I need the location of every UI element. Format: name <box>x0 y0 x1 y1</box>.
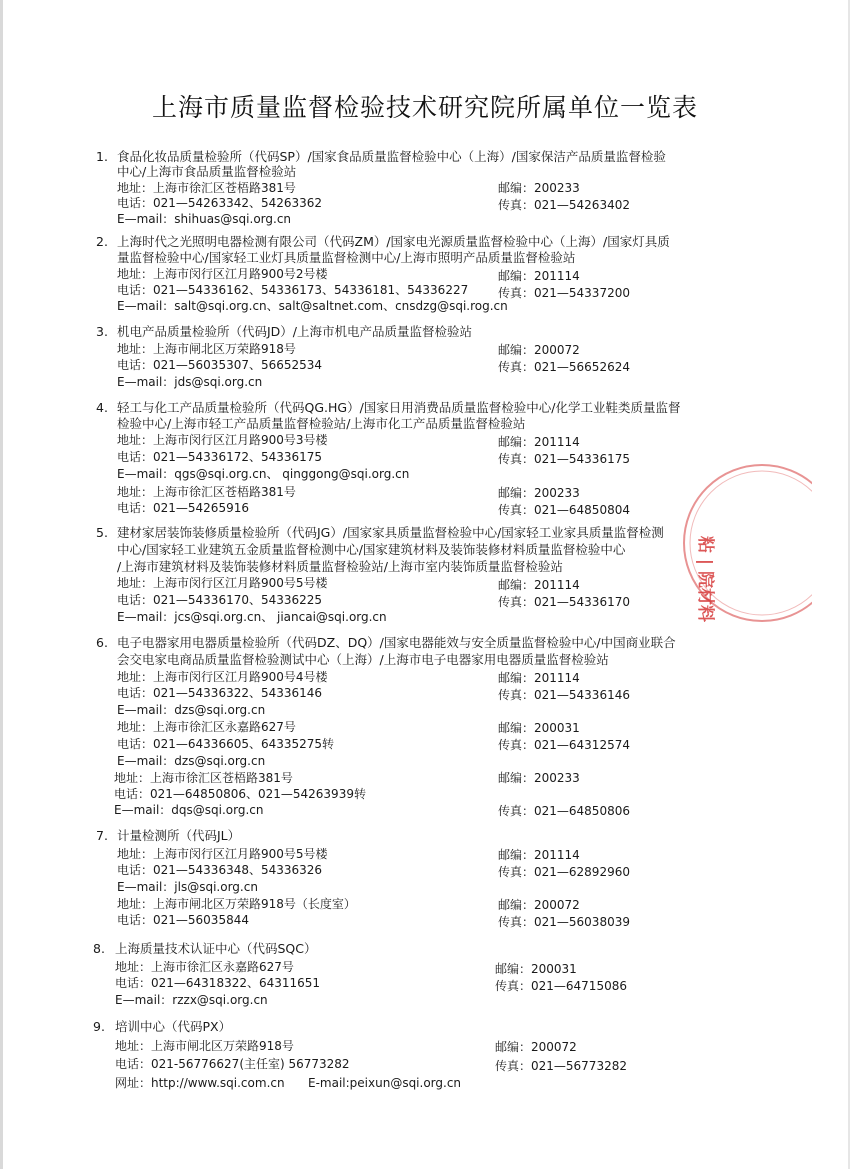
unit-heading-text: 上海质量技术认证中心（代码SQC） <box>115 941 317 956</box>
unit-detail-text: 邮编：201114 <box>498 269 580 283</box>
stamp-text: 粘 | 院材料 <box>695 536 715 623</box>
unit-detail-text: 传真：021—62892960 <box>498 865 630 879</box>
unit-detail-text: 地址：上海市徐汇区苍梧路381号 <box>114 771 293 785</box>
unit-detail-text: 电话：021—64318322、64311651 <box>115 976 321 990</box>
red-seal-stamp <box>642 458 812 628</box>
unit-detail-text: 地址：上海市闸北区万荣路918号 <box>115 1039 294 1053</box>
unit-detail-text: 传真：021—56773282 <box>495 1059 627 1073</box>
unit-detail-text: 地址：上海市徐汇区永嘉路627号 <box>115 960 294 974</box>
unit-heading-text: 计量检测所（代码JL） <box>117 828 241 843</box>
unit-detail-text: 电话：021—64336605、64335275转 <box>117 737 335 751</box>
unit-detail-text: 电话：021—54336172、54336175 <box>117 450 323 464</box>
unit-detail-text: 传真：021—64850804 <box>498 503 630 517</box>
unit-detail-text: 电话：021-56776627(主任室) 56773282 <box>115 1057 350 1071</box>
unit-detail-text: 邮编：201114 <box>498 848 580 862</box>
unit-detail-text: 地址：上海市闵行区江月路900号3号楼 <box>117 433 328 447</box>
unit-detail-text: 邮编：200072 <box>495 1040 577 1054</box>
unit-detail-text: 地址：上海市徐汇区永嘉路627号 <box>117 720 296 734</box>
unit-detail-text: 邮编：200233 <box>498 181 580 195</box>
unit-heading-text: 4. <box>96 400 108 415</box>
unit-detail-text: E—mail：dzs@sqi.org.cn <box>117 754 266 768</box>
unit-detail-text: 地址：上海市闵行区江月路900号5号楼 <box>117 576 328 590</box>
unit-detail-text: 传真：021—54336146 <box>498 688 630 702</box>
unit-detail-text: E—mail：qgs@sqi.org.cn、 qinggong@sqi.org.cn <box>117 467 410 481</box>
unit-detail-text: E—mail：jds@sqi.org.cn <box>117 375 263 389</box>
unit-detail-text: 邮编：200233 <box>498 771 580 785</box>
unit-heading-text: 5. <box>96 525 108 540</box>
unit-detail-text: 网址：http://www.sqi.com.cn <box>115 1076 285 1090</box>
unit-detail-text: E—mail：salt@sqi.org.cn、salt@saltnet.com、cnsdzg@sqi.rog.cn <box>117 299 508 313</box>
unit-detail-text: 邮编：200031 <box>495 962 577 976</box>
unit-detail-text: E—mail：shihuas@sqi.org.cn <box>117 212 292 226</box>
unit-detail-text: 电话：021—54336348、54336326 <box>117 863 323 877</box>
unit-detail-text: 传真：021—64312574 <box>498 738 630 752</box>
unit-heading-text: 6. <box>96 635 108 650</box>
unit-detail-text: 地址：上海市闵行区江月路900号5号楼 <box>117 847 328 861</box>
unit-heading-text: 食品化妆品质量检验所（代码SP）/国家食品质量监督检验中心（上海）/国家保洁产品质量监督检验 <box>117 149 666 164</box>
unit-detail-text: 地址：上海市闸北区万荣路918号（长度室） <box>117 897 356 911</box>
unit-detail-text: 地址：上海市徐汇区苍梧路381号 <box>117 485 296 499</box>
unit-detail-text: 传真：021—54337200 <box>498 286 630 300</box>
unit-detail-text: 传真：021—56652624 <box>498 360 630 374</box>
unit-detail-text: 邮编：200031 <box>498 721 580 735</box>
unit-detail-text: 邮编：200233 <box>498 486 580 500</box>
unit-heading-text: 9. <box>93 1019 105 1034</box>
unit-heading-text: 3. <box>96 324 108 339</box>
unit-heading-text: 培训中心（代码PX） <box>115 1019 232 1034</box>
unit-detail-text: 电话：021—64850806、021—54263939转 <box>114 787 366 801</box>
unit-detail-text: 邮编：201114 <box>498 435 580 449</box>
unit-heading-text: 1. <box>96 149 108 164</box>
unit-heading-text: 轻工与化工产品质量检验所（代码QG.HG）/国家日用消费品质量监督检验中心/化学工业鞋类质量监督 <box>117 400 681 415</box>
unit-detail-text: 传真：021—64715086 <box>495 979 627 993</box>
unit-detail-text: 电话：021—54336170、54336225 <box>117 593 323 607</box>
unit-detail-text: 传真：021—64850806 <box>498 804 630 818</box>
unit-detail-text: 电话：021—56035844 <box>117 913 249 927</box>
unit-detail-text: E—mail：dqs@sqi.org.cn <box>114 803 264 817</box>
unit-heading-text: 会交电家电商品质量监督检验测试中心（上海）/上海市电子电器家用电器质量监督检验站 <box>117 652 609 667</box>
unit-heading-text: 8. <box>93 941 105 956</box>
unit-detail-text: E—mail：dzs@sqi.org.cn <box>117 703 266 717</box>
unit-heading-text: /上海市建筑材料及装饰装修材料质量监督检验站/上海市室内装饰质量监督检验站 <box>117 559 563 574</box>
unit-detail-text: E—mail：jls@sqi.org.cn <box>117 880 258 894</box>
unit-detail-text: 地址：上海市徐汇区苍梧路381号 <box>117 181 296 195</box>
unit-heading-text: 中心/上海市食品质量监督检验站 <box>117 164 297 179</box>
unit-heading-text: 量监督检验中心/国家轻工业灯具质量监督检测中心/上海市照明产品质量监督检验站 <box>117 250 576 265</box>
unit-detail-text: 传真：021—54336170 <box>498 595 630 609</box>
unit-detail-text: 传真：021—56038039 <box>498 915 630 929</box>
unit-heading-text: 中心/国家轻工业建筑五金质量监督检测中心/国家建筑材料及装饰装修材料质量监督检验中心 <box>117 542 626 557</box>
unit-detail-text: 地址：上海市闸北区万荣路918号 <box>117 342 296 356</box>
unit-heading-text: 检验中心/上海市轻工产品质量监督检验站/上海市化工产品质量监督检验站 <box>117 416 526 431</box>
page-title: 上海市质量监督检验技术研究院所属单位一览表 <box>151 93 698 122</box>
unit-heading-text: 机电产品质量检验所（代码JD）/上海市机电产品质量监督检验站 <box>117 324 473 339</box>
unit-detail-text: E—mail：rzzx@sqi.org.cn <box>115 993 268 1007</box>
unit-detail-text: 邮编：200072 <box>498 343 580 357</box>
unit-detail-text: 传真：021—54336175 <box>498 452 630 466</box>
unit-detail-text: E—mail：jcs@sqi.org.cn、 jiancai@sqi.org.cn <box>117 610 387 624</box>
unit-detail-text: 邮编：201114 <box>498 671 580 685</box>
unit-detail-text: 地址：上海市闵行区江月路900号2号楼 <box>117 267 328 281</box>
unit-detail-text: 邮编：200072 <box>498 898 580 912</box>
unit-detail-text: 电话：021—56035307、56652534 <box>117 358 323 372</box>
unit-detail-text: 电话：021—54336162、54336173、54336181、54336227 <box>117 283 469 297</box>
unit-detail-text: 电话：021—54265916 <box>117 501 249 515</box>
unit-heading-text: 2. <box>96 234 108 249</box>
unit-detail-text: E-mail:peixun@sqi.org.cn <box>308 1076 462 1090</box>
unit-heading-text: 7. <box>96 828 108 843</box>
unit-heading-text: 建材家居装饰装修质量检验所（代码JG）/国家家具质量监督检验中心/国家轻工业家具质量监督检测 <box>117 525 664 540</box>
unit-heading-text: 上海时代之光照明电器检测有限公司（代码ZM）/国家电光源质量监督检验中心（上海）/国家灯具质 <box>117 234 670 249</box>
unit-detail-text: 传真：021—54263402 <box>498 198 630 212</box>
unit-detail-text: 电话：021—54336322、54336146 <box>117 686 323 700</box>
unit-heading-text: 电子电器家用电器质量检验所（代码DZ、DQ）/国家电器能效与安全质量监督检验中心/中国商业联合 <box>117 635 676 650</box>
unit-detail-text: 邮编：201114 <box>498 578 580 592</box>
unit-detail-text: 电话：021—54263342、54263362 <box>117 196 323 210</box>
scan-edge-left <box>0 0 3 1169</box>
unit-detail-text: 地址：上海市闵行区江月路900号4号楼 <box>117 670 328 684</box>
